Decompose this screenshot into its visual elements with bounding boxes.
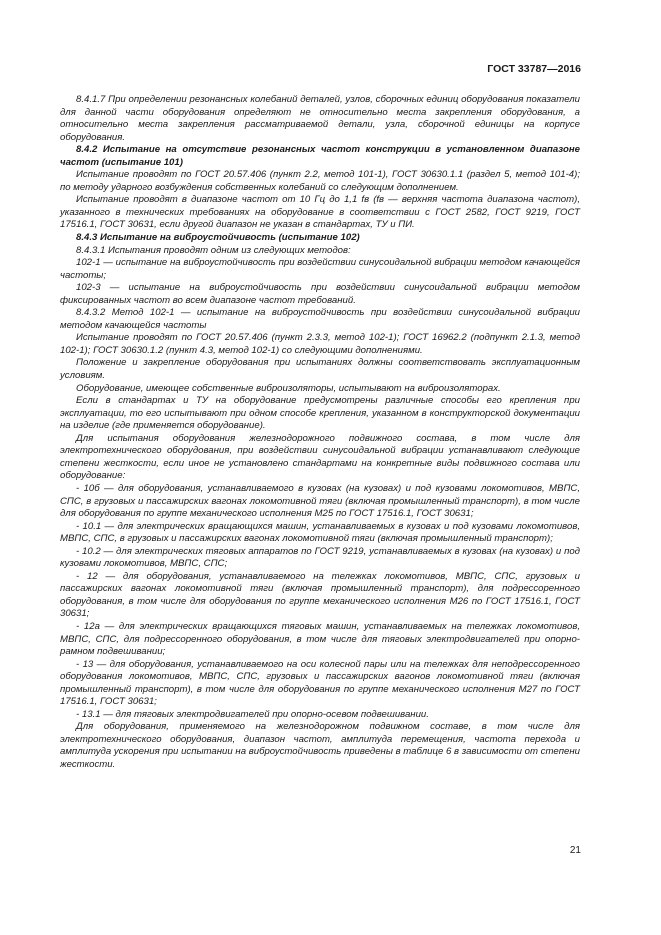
list-item: - 10.2 — для электрических тяговых аппаратов по ГОСТ 9219, устанавливаемых в кузовах (на кузовах) и под кузовами локомотивов, МВПС, СПС; <box>60 545 580 570</box>
section-heading: 8.4.3 Испытание на виброустойчивость (испытание 102) <box>76 232 360 244</box>
list-item: - 13.1 — для тяговых электродвигателей при опорно-осевом подвешивании. <box>76 708 429 720</box>
paragraph: 8.4.1.7 При определении резонансных колебаний деталей, узлов, сборочных единиц оборудования показатели для данной части оборудования определяют не относительно места закрепления оборудования, а относительно места закрепления рассматриваемой детали, узла, сборочной единицы на корпусе оборудования. <box>60 94 580 143</box>
paragraph: 102-1 — испытание на виброустойчивость при воздействии синусоидальной вибрации методом качающейся частоты; <box>60 257 580 281</box>
paragraph: 8.4.3.1 Испытания проводят одним из следующих методов: <box>76 244 351 256</box>
list-item: - 12а — для электрических вращающихся тяговых машин, устанавливаемых на тележках локомотивов, МВПС, СПС, для подрессоренного оборудования, в том числе для тяговых электродвигателей при опорно-рамном подвешивании; <box>60 620 580 658</box>
section-heading: 8.4.2 Испытание на отсутствие резонансных частот конструкции в установленном диапазоне частот (испытание 101) <box>60 144 580 168</box>
paragraph: Испытание проводят по ГОСТ 20.57.406 (пункт 2.2, метод 101-1), ГОСТ 30630.1.1 (раздел 5, метод 101-4); по методу ударного возбуждения собственных колебаний со следующим дополнением. <box>60 169 580 193</box>
list-item: - 13 — для оборудования, устанавливаемого на оси колесной пары или на тележках для неподрессоренного оборудования локомотивов, МВПС, СПС, грузовых и пассажирских вагонов локомотивной тяги (включая промышленный транспорт), в том числе для оборудования по группе механического исполнения М27 по ГОСТ 17516.1, ГОСТ 30631; <box>60 658 580 708</box>
list-item: - 10.1 — для электрических вращающихся машин, устанавливаемых в кузовах и под кузовами локомотивов, МВПС, СПС, в грузовых и пассажирских вагонах локомотивной тяги (включая промышленный транспорт); <box>60 520 580 545</box>
paragraph: Для оборудования, применяемого на железнодорожном подвижном составе, в том числе для электротехнического оборудования, диапазон частот, амплитуда перемещения, частота перехода и амплитуда ускорения при испытании на виброустойчивость приведены в таблице 6 в зависимости от степени жесткости. <box>60 721 580 770</box>
paragraph: Оборудование, имеющее собственные виброизоляторы, испытывают на виброизоляторах. <box>76 382 501 394</box>
paragraph: 8.4.3.2 Метод 102-1 — испытание на виброустойчивость при воздействии синусоидальной вибрации методом качающейся частоты <box>60 307 580 331</box>
paragraph: Испытание проводят в диапазоне частот от 10 Гц до 1,1 fв (fв — верхняя частота диапазона частот), указанного в технических требованиях на оборудование в соответствии с ГОСТ 2582, ГОСТ 9219, ГОСТ 17516.1, ГОСТ 30631, если другой диапазон не указан в стандартах, ТУ и ПИ. <box>60 194 580 231</box>
paragraph: Положение и закрепление оборудования при испытаниях должны соответствовать эксплуатационным условиям. <box>60 357 580 382</box>
paragraph: Испытание проводят по ГОСТ 20.57.406 (пункт 2.3.3, метод 102-1); ГОСТ 16962.2 (подпункт 2.1.3, метод 102-1); ГОСТ 30630.1.2 (пункт 4.3, метод 102-1) со следующими дополнениями. <box>60 332 580 356</box>
list-item: - 10б — для оборудования, устанавливаемого в кузовах (на кузовах) и под кузовами локомотивов, МВПС, СПС, в грузовых и пассажирских вагонах локомотивной тяги (включая промышленный транспорт), в том числе для оборудования по группе механического исполнения М25 по ГОСТ 17516.1, ГОСТ 30631; <box>60 482 580 520</box>
list-item: - 12 — для оборудования, устанавливаемого на тележках локомотивов, МВПС, СПС, грузовых и пассажирских вагонах локомотивной тяги (включая промышленный транспорт), для подрессоренного оборудования, в том числе для оборудования по группе механического исполнения М26 по ГОСТ 17516.1, ГОСТ 30631; <box>60 570 580 620</box>
document-id: ГОСТ 33787—2016 <box>487 63 581 75</box>
page-number: 21 <box>569 845 581 856</box>
document-body <box>60 94 580 772</box>
paragraph: Для испытания оборудования железнодорожного подвижного состава, в том числе для электротехнического оборудования, при воздействии синусоидальной вибрации устанавливают следующие степени жесткости, если иное не установлено стандартами на конкретные виды подвижного состава или оборудование: <box>60 432 580 482</box>
paragraph: Если в стандартах и ТУ на оборудование предусмотрены различные способы его крепления при эксплуатации, то его испытывают при одном способе крепления, указанном в конструкторской документации на изделие (где применяется оборудование). <box>60 395 580 432</box>
paragraph: 102-3 — испытание на виброустойчивость при воздействии синусоидальной вибрации методом фиксированных частот во всем диапазоне частот требований. <box>60 282 580 306</box>
